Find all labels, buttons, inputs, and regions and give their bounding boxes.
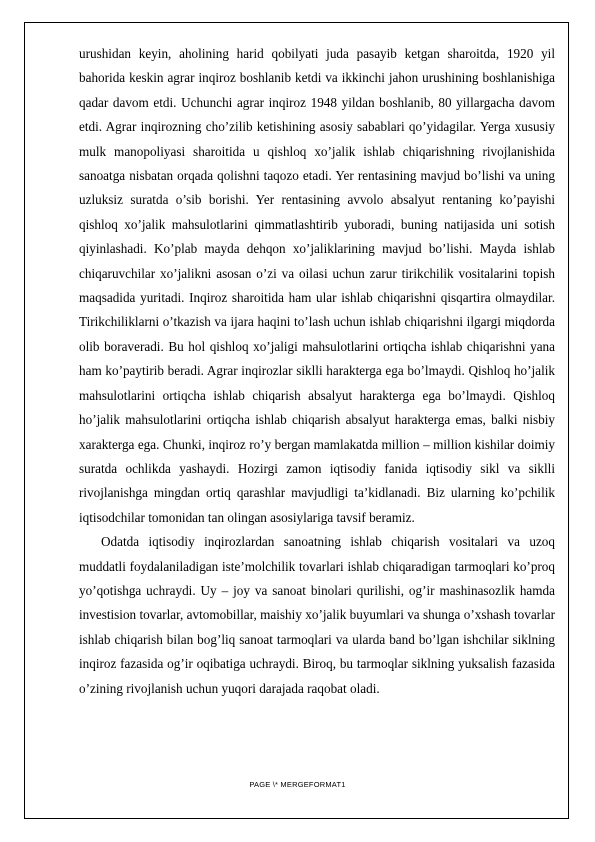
- paragraph-1: urushidan keyin, aholining harid qobilyati juda pasayib ketgan sharoitda, 1920 yil bahorida keskin agrar inqiroz boshlanib ketdi va ikkinchi jahon urushining boshlanishiga qadar davom etdi. Uchunchi agrar inqiroz 1948 yildan boshlanib, 80 yillargacha davom etdi. Agrar inqirozning cho’zilib ketishining asosiy sabablari qo’yidagilar. Yerga xususiy mulk manopoliyasi sharoitida u qishloq xo’jalik ishlab chiqarishning rivojlanishida sanoatga nisbatan orqada qolishni taqozo etadi. Yer rentasining mavjud bo’lishi va uning uzluksiz suratda o’sib borishi. Yer rentasining avvolo absalyut rentaning ko’payishi qishloq xo’jalik mahsulotlarini qimmatlashtirib yuboradi, buning natijasida uni sotish qiyinlashadi. Ko’plab mayda dehqon xo’jaliklarining mavjud bo’lishi. Mayda ishlab chiqaruvchilar xo’jalikni asosan o’zi va oilasi uchun zarur tirikchilik vositalarini topish maqsadida yuritadi. Inqiroz sharoitida ham ular ishlab chiqarishni qisqartira olmaydilar. Tirikchiliklarni o’tkazish va ijara haqini to’lash uchun ishlab chiqarishni ilgargi miqdorda olib boraveradi. Bu hol qishloq xo’jaligi mahsulotlarini ortiqcha ishlab chiqarishni yana ham ko’paytirib beradi. Agrar inqirozlar siklli harakterga ega bo’lmaydi. Qishloq ho’jalik mahsulotlarini ortiqcha ishlab chiqarish absalyut harakterga ega bo’lmaydi. Qishloq ho’jalik mahsulotlarini ortiqcha ishlab chiqarish absalyut harakterga emas, balki nisbiy xarakterga ega. Chunki, inqiroz ro’y bergan mamlakatda million – million kishilar doimiy suratda ochlikda yashaydi. Hozirgi zamon iqtisodiy fanida iqtisodiy sikl va siklli rivojlanishga mingdan ortiq qarashlar mavjudligi ta’kidlanadi. Biz ularning ko’pchilik iqtisodchilar tomonidan tan olingan asosiylariga tavsif beramiz.: [79, 46, 555, 525]
- document-body: [79, 42, 555, 701]
- page-footer-field: PAGE \* MERGEFORMAT1: [249, 780, 346, 789]
- paragraph-2: Odatda iqtisodiy inqirozlardan sanoatning ishlab chiqarish vositalari va uzoq muddatli foydalaniladigan iste’molchilik tovarlari ishlab chiqaradigan tarmoqlari ko’proq yo’qotishga uchraydi. Uy – joy va sanoat binolari qurilishi, og’ir mashinasozlik hamda investision tovarlar, avtomobillar, maishiy xo’jalik buyumlari va shunga o’xshash tovarlar ishlab chiqarish bilan bog’liq sanoat tarmoqlari va ularda band bo’lgan ishchilar siklning inqiroz fazasida og’ir oqibatiga uchraydi. Biroq, bu tarmoqlar siklning yuksalish fazasida o’zining rivojlanish uchun yuqori darajada raqobat oladi.: [79, 534, 555, 696]
